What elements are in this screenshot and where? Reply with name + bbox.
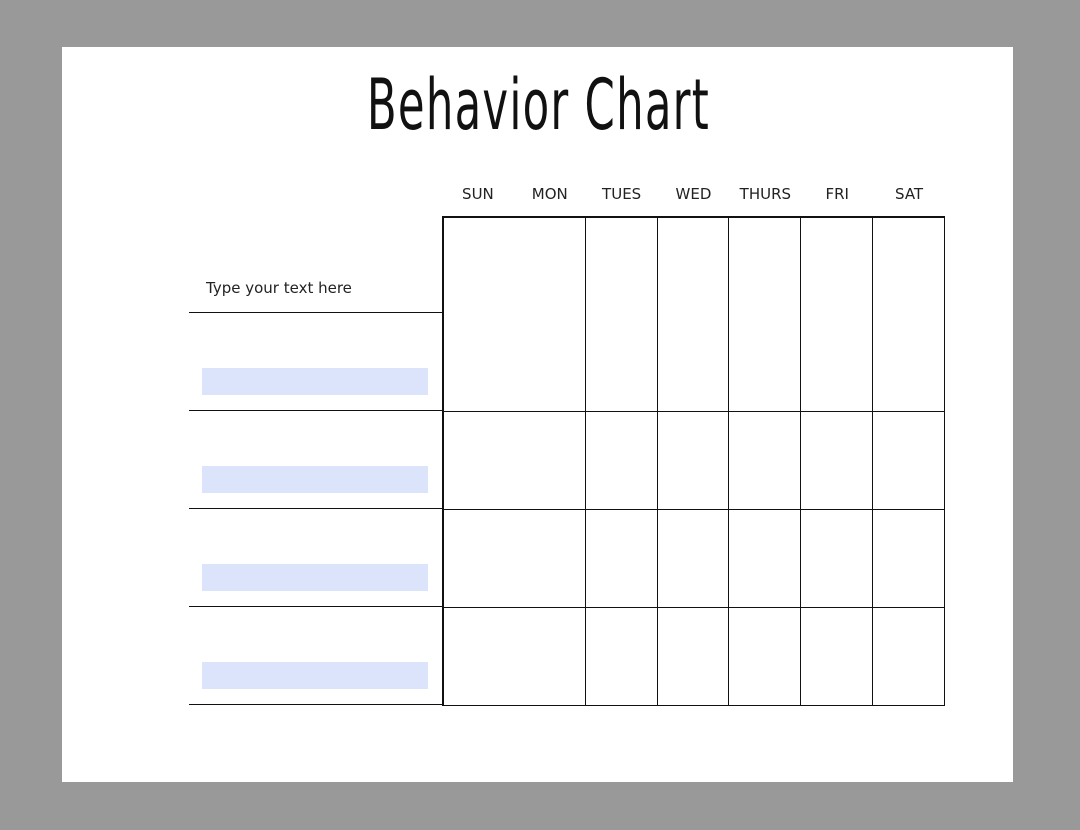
grid-cell[interactable] (801, 510, 873, 608)
row-underline (189, 606, 442, 607)
grid-cell[interactable] (873, 412, 945, 510)
row-underline (189, 312, 442, 313)
grid-cell[interactable] (729, 412, 801, 510)
row-underline (189, 410, 442, 411)
grid-cell[interactable] (658, 608, 730, 706)
row-underline (189, 508, 442, 509)
grid-cell[interactable] (586, 608, 658, 706)
grid-cell[interactable] (658, 510, 730, 608)
grid-cell[interactable] (586, 412, 658, 510)
grid-cell[interactable] (801, 608, 873, 706)
grid-cell[interactable] (514, 608, 586, 706)
chart-title: Behavior Chart (366, 64, 711, 146)
behavior-text-field[interactable] (202, 466, 428, 493)
grid-cell[interactable] (729, 608, 801, 706)
grid-cell[interactable] (444, 510, 518, 608)
grid-cell[interactable] (873, 314, 945, 412)
grid-cell[interactable] (444, 218, 518, 318)
grid-cell[interactable] (586, 314, 658, 412)
grid-cell[interactable] (586, 510, 658, 608)
behavior-text-field[interactable] (202, 564, 428, 591)
day-label-sat: SAT (895, 185, 924, 203)
grid-cell[interactable] (658, 218, 730, 318)
grid-cell[interactable] (514, 218, 586, 318)
grid-cell[interactable] (658, 314, 730, 412)
row-underline (189, 704, 442, 705)
day-label-wed: WED (675, 185, 712, 203)
grid-cell[interactable] (444, 412, 518, 510)
day-label-mon: MON (531, 185, 568, 203)
behavior-text-field[interactable] (202, 368, 428, 395)
row-label-text[interactable]: Type your text here (206, 279, 352, 297)
grid-cell[interactable] (873, 608, 945, 706)
behavior-text-field[interactable] (202, 662, 428, 689)
grid-cell[interactable] (586, 218, 658, 318)
day-label-tues: TUES (602, 185, 642, 203)
grid-cell[interactable] (444, 608, 518, 706)
grid-cell[interactable] (729, 510, 801, 608)
grid-cell[interactable] (873, 510, 945, 608)
day-label-fri: FRI (825, 185, 849, 203)
grid-cell[interactable] (801, 218, 873, 318)
grid-cell[interactable] (801, 412, 873, 510)
grid-cell[interactable] (729, 218, 801, 318)
behavior-grid (442, 216, 945, 706)
day-label-sun: SUN (462, 185, 494, 203)
grid-cell[interactable] (658, 412, 730, 510)
grid-cell[interactable] (801, 314, 873, 412)
chart-page (62, 47, 1013, 782)
grid-cell[interactable] (514, 314, 586, 412)
grid-cell[interactable] (873, 218, 945, 318)
grid-cell[interactable] (729, 314, 801, 412)
grid-cell[interactable] (514, 510, 586, 608)
day-label-thurs: THURS (739, 185, 792, 203)
grid-cell[interactable] (444, 314, 518, 412)
grid-cell[interactable] (514, 412, 586, 510)
